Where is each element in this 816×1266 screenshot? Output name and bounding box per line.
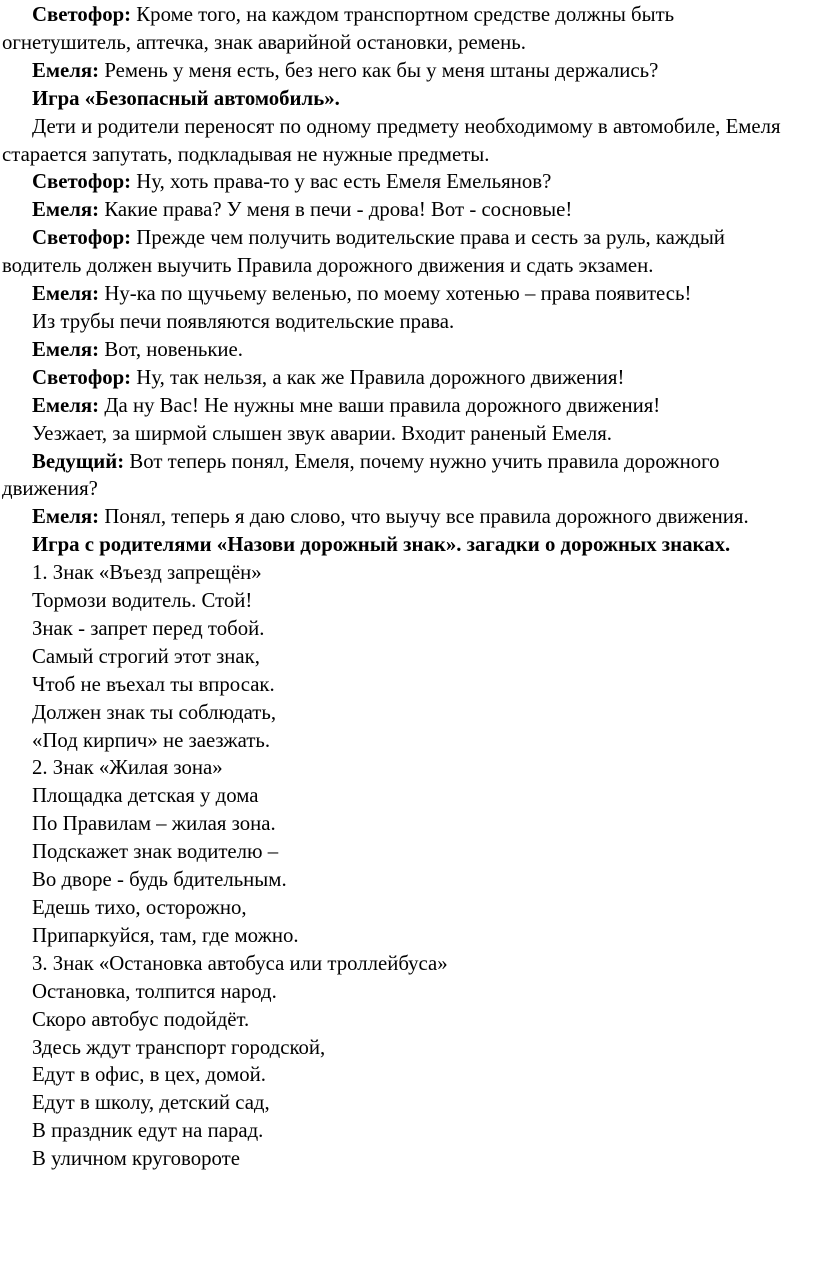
poem-line: Во дворе - будь бдительным. (32, 868, 287, 892)
dialogue-paragraph (2, 57, 808, 85)
dialogue-paragraph (2, 448, 808, 504)
stage-direction: Уезжает, за ширмой слышен звук аварии. Входит раненый Емеля. (32, 421, 612, 445)
poem-line: Самый строгий этот знак, (32, 644, 260, 668)
dialogue-paragraph (2, 280, 808, 308)
speaker-name: Светофор: (32, 170, 132, 194)
paragraph-text: Прежде чем получить водительские права и сесть за руль, каждый водитель должен выучить Правила дорожного движения и сдать экзамен. (2, 226, 725, 278)
speaker-name: Емеля: (32, 337, 100, 361)
speaker-name: Емеля: (32, 282, 100, 306)
speaker-name: Светофор: (32, 3, 132, 26)
poem-line: Площадка детская у дома (32, 784, 259, 808)
dialogue-paragraph (2, 224, 808, 280)
stage-direction: Дети и родители переносят по одному предмету необходимому в автомобиле, Емеля старается запутать, подкладывая не нужные предметы. (2, 114, 781, 166)
poem-line: В праздник едут на парад. (32, 1119, 264, 1143)
riddle-title: 3. Знак «Остановка автобуса или троллейбуса» (32, 951, 448, 975)
paragraph-text: Вот теперь понял, Емеля, почему нужно учить правила дорожного движения? (2, 449, 720, 501)
poem-line: Скоро автобус подойдёт. (32, 1007, 250, 1031)
paragraph-text: Ну, хоть права-то у вас есть Емеля Емельянов? (131, 170, 552, 194)
poem-line: Чтоб не въехал ты впросак. (32, 672, 275, 696)
section-heading: Игра с родителями «Назови дорожный знак». загадки о дорожных знаках. (32, 533, 731, 557)
speaker-name: Светофор: (32, 226, 132, 250)
speaker-name: Ведущий: (32, 449, 125, 473)
poem-line: По Правилам – жилая зона. (32, 812, 276, 836)
poem-line: Едешь тихо, осторожно, (32, 896, 247, 919)
riddle-title: 2. Знак «Жилая зона» (32, 756, 223, 780)
stage-direction: Из трубы печи появляются водительские права. (32, 309, 455, 333)
poem-line: В уличном круговороте (32, 1147, 240, 1171)
paragraph-text: Вот, новенькие. (99, 337, 243, 361)
riddle-title: 1. Знак «Въезд запрещён» (32, 561, 262, 585)
dialogue-paragraph (2, 168, 808, 196)
poem-line: Едут в школу, детский сад, (32, 1091, 270, 1115)
poem-line: Должен знак ты соблюдать, (32, 700, 277, 724)
speaker-name: Емеля: (32, 198, 100, 222)
poem-line: Тормози водитель. Стой! (32, 589, 253, 613)
paragraph-text: Понял, теперь я даю слово, что выучу все правила дорожного движения. (99, 505, 749, 529)
speaker-name: Емеля: (32, 393, 100, 417)
dialogue-paragraph (2, 364, 808, 392)
paragraph-text: Ну, так нельзя, а как же Правила дорожного движения! (131, 365, 625, 389)
dialogue-paragraph (2, 392, 808, 420)
speaker-name: Емеля: (32, 58, 100, 82)
poem-line: Припаркуйся, там, где можно. (32, 923, 299, 947)
dialogue-paragraph (2, 1, 808, 57)
speaker-name: Светофор: (32, 365, 132, 389)
poem-line: Остановка, толпится народ. (32, 979, 277, 1003)
paragraph-text: Какие права? У меня в печи - дрова! Вот - сосновые! (99, 198, 573, 222)
dialogue-paragraph (2, 503, 808, 531)
poem-line: Едут в офис, в цех, домой. (32, 1063, 266, 1087)
paragraph-text: Да ну Вас! Не нужны мне ваши правила дорожного движения! (99, 393, 661, 417)
speaker-name: Емеля: (32, 505, 100, 529)
poem-line: Здесь ждут транспорт городской, (32, 1035, 326, 1059)
poem-line: «Под кирпич» не заезжать. (32, 728, 271, 752)
dialogue-paragraph (2, 336, 808, 364)
poem-line: Подскажет знак водителю – (32, 840, 279, 864)
section-heading: Игра «Безопасный автомобиль». (32, 86, 340, 110)
paragraph-text: Ремень у меня есть, без него как бы у меня штаны держались? (99, 58, 659, 82)
paragraph-text: Ну-ка по щучьему веленью, по моему хотенью – права появитесь! (99, 282, 692, 306)
paragraph-text: Кроме того, на каждом транспортном средстве должны быть огнетушитель, аптечка, знак аварийной остановки, ремень. (2, 3, 675, 54)
dialogue-paragraph (2, 196, 808, 224)
poem-line: Знак - запрет перед тобой. (32, 616, 265, 640)
